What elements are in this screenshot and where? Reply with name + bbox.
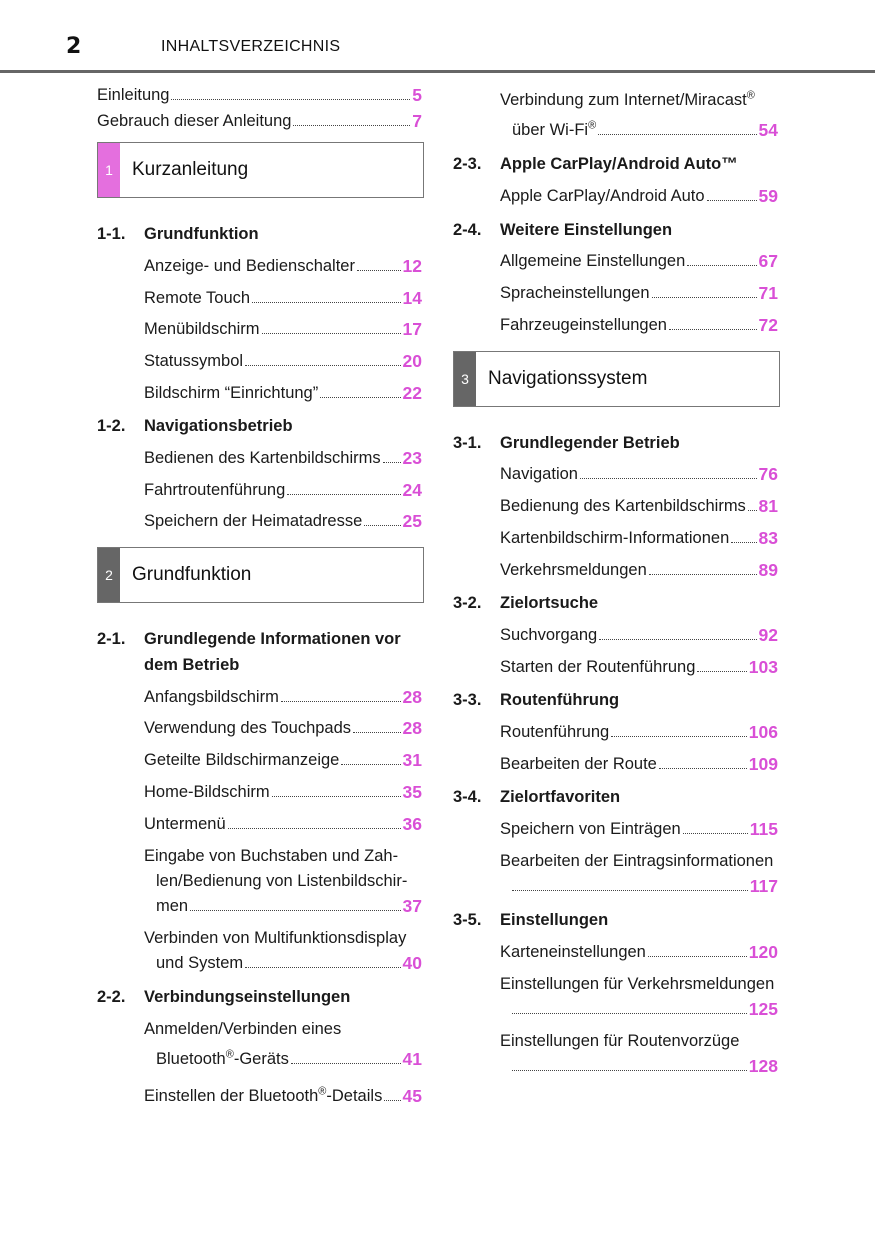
toc-page-number: 45 <box>402 1086 422 1106</box>
leader-dots <box>748 510 757 511</box>
toc-page-number: 14 <box>402 288 422 308</box>
subsection-title: Zielortfavoriten <box>500 788 621 806</box>
toc-entry-label: Anfangsbildschirm <box>144 688 279 706</box>
toc-page-number: 128 <box>748 1056 778 1076</box>
toc-page-number: 25 <box>402 511 422 531</box>
leader-dots <box>364 525 400 526</box>
registered-mark: ® <box>746 89 755 102</box>
toc-entry-label: Starten der Routenführung <box>500 658 696 676</box>
label-text: Einstellen der Bluetooth <box>144 1087 319 1105</box>
subsection-heading <box>453 910 608 930</box>
leader-dots <box>611 736 747 737</box>
toc-page-number: 36 <box>402 814 422 834</box>
subsection-number: 2-4. <box>453 221 482 239</box>
toc-entry-label: Routenführung <box>500 723 610 741</box>
subsection-heading <box>97 224 259 244</box>
leader-dots <box>190 910 400 911</box>
toc-entry-label <box>144 1086 382 1106</box>
subsection-heading <box>453 787 620 807</box>
toc-entry[interactable] <box>512 999 778 1019</box>
toc-entry[interactable] <box>144 448 422 468</box>
toc-entry[interactable] <box>156 896 422 916</box>
toc-entry[interactable] <box>144 256 422 276</box>
toc-entry-label <box>156 1049 289 1069</box>
subsection-heading <box>97 987 350 1007</box>
subsection-heading <box>453 154 738 174</box>
toc-entry[interactable] <box>144 750 422 770</box>
registered-mark: ® <box>588 119 597 132</box>
toc-entry[interactable] <box>97 111 422 131</box>
toc-page-number: 89 <box>758 560 778 580</box>
leader-dots <box>353 732 401 733</box>
leader-dots <box>287 494 400 495</box>
subsection-title: Grundlegende Informationen vor <box>144 630 401 648</box>
leader-dots <box>357 270 401 271</box>
subsection-title: Weitere Einstellungen <box>500 221 673 239</box>
toc-entry[interactable] <box>144 782 422 802</box>
subsection-title: Grundfunktion <box>144 225 259 243</box>
toc-entry[interactable] <box>500 560 778 580</box>
label-text: -Geräts <box>233 1050 289 1068</box>
toc-page-number: 17 <box>402 319 422 339</box>
leader-dots <box>281 701 401 702</box>
leader-dots <box>384 1100 400 1101</box>
toc-entry[interactable] <box>144 288 422 308</box>
leader-dots <box>293 125 410 126</box>
section-title: Kurzanleitung <box>132 159 249 180</box>
leader-dots <box>648 956 747 957</box>
toc-entry-label: Statussymbol <box>144 352 244 370</box>
section-header-navigationssystem[interactable] <box>453 351 780 407</box>
toc-entry-label: Spracheinstellungen <box>500 284 650 302</box>
leader-dots <box>320 397 400 398</box>
toc-page-number: 67 <box>758 251 778 271</box>
toc-entry[interactable] <box>512 120 778 140</box>
subsection-number: 3-5. <box>453 911 482 929</box>
subsection-number: 3-2. <box>453 594 482 612</box>
page-header <box>0 0 875 74</box>
toc-page-number: 35 <box>402 782 422 802</box>
leader-dots <box>512 890 748 891</box>
toc-entry[interactable] <box>500 657 778 677</box>
page-number: 2 <box>66 34 82 59</box>
subsection-title: Grundlegender Betrieb <box>500 434 680 452</box>
leader-dots <box>683 833 748 834</box>
subsection-title: Einstellungen <box>500 911 609 929</box>
leader-dots <box>659 768 747 769</box>
toc-page-number: 59 <box>758 186 778 206</box>
toc-entry[interactable] <box>500 251 778 271</box>
toc-entry-label: und System <box>156 954 244 972</box>
toc-page-number: 92 <box>758 625 778 645</box>
toc-entry[interactable] <box>144 814 422 834</box>
toc-page-number: 5 <box>412 85 422 105</box>
toc-entry-label[interactable]: Einstellungen für Verkehrsmeldungen <box>500 975 775 993</box>
label-text: über Wi-Fi <box>512 121 589 139</box>
leader-dots <box>598 134 756 135</box>
toc-page-number: 24 <box>402 480 422 500</box>
leader-dots <box>291 1063 401 1064</box>
leader-dots <box>228 828 401 829</box>
toc-page-number: 40 <box>402 953 422 973</box>
label-text: -Details <box>326 1087 383 1105</box>
leader-dots <box>649 574 757 575</box>
subsection-number: 3-1. <box>453 434 482 452</box>
toc-entry-label: Speichern von Einträgen <box>500 820 681 838</box>
toc-entry[interactable] <box>144 480 422 500</box>
toc-entry[interactable] <box>500 942 778 962</box>
toc-entry[interactable] <box>144 718 422 738</box>
toc-entry-label: Karteneinstellungen <box>500 943 646 961</box>
toc-page-number: 28 <box>402 718 422 738</box>
subsection-number: 3-4. <box>453 788 482 806</box>
toc-page-number: 41 <box>402 1049 422 1069</box>
toc-entry[interactable] <box>512 876 778 896</box>
toc-entry[interactable] <box>500 625 778 645</box>
section-header-kurzanleitung[interactable] <box>97 142 424 198</box>
toc-entry-label: Remote Touch <box>144 289 251 307</box>
section-header-grundfunktion[interactable] <box>97 547 424 603</box>
toc-entry-label[interactable] <box>500 90 755 110</box>
section-title: Navigationssystem <box>488 368 648 389</box>
leader-dots <box>599 639 756 640</box>
toc-entry-label: Bedienung des Kartenbildschirms <box>500 497 746 515</box>
toc-entry[interactable] <box>144 319 422 339</box>
subsection-number: 2-2. <box>97 988 126 1006</box>
toc-entry-label: Suchvorgang <box>500 626 598 644</box>
toc-entry-label: Gebrauch dieser Anleitung <box>97 112 292 130</box>
toc-entry-label: Home-Bildschirm <box>144 783 270 801</box>
toc-page-number: 20 <box>402 351 422 371</box>
subsection-number: 3-3. <box>453 691 482 709</box>
toc-page-number: 37 <box>402 896 422 916</box>
toc-entry-label[interactable]: Bearbeiten der Eintragsinformationen <box>500 852 774 870</box>
toc-entry[interactable] <box>144 687 422 707</box>
leader-dots <box>512 1013 747 1014</box>
section-number-tab: 2 <box>98 548 120 602</box>
subsection-number: 2-3. <box>453 155 482 173</box>
toc-entry[interactable] <box>144 383 422 403</box>
subsection-title: Verbindungseinstellungen <box>144 988 351 1006</box>
leader-dots <box>580 478 757 479</box>
toc-entry-label: men <box>156 897 189 915</box>
toc-page-number: 120 <box>748 942 778 962</box>
label-text: Verbindung zum Internet/Miracast <box>500 91 747 109</box>
toc-entry-label[interactable]: Anmelden/Verbinden eines <box>144 1020 342 1038</box>
toc-entry-label: Speichern der Heimatadresse <box>144 512 363 530</box>
toc-entry[interactable] <box>500 186 778 206</box>
toc-page-number: 125 <box>748 999 778 1019</box>
toc-page-number: 12 <box>402 256 422 276</box>
toc-entry-label: Verkehrsmeldungen <box>500 561 647 579</box>
toc-page-number: 28 <box>402 687 422 707</box>
toc-page-number: 7 <box>412 111 422 131</box>
toc-page-number: 22 <box>402 383 422 403</box>
leader-dots <box>171 99 410 100</box>
toc-page-number: 81 <box>758 496 778 516</box>
toc-entry-label: Allgemeine Einstellungen <box>500 252 686 270</box>
toc-entry[interactable] <box>500 754 778 774</box>
subsection-title: Zielortsuche <box>500 594 599 612</box>
leader-dots <box>687 265 756 266</box>
toc-entry[interactable] <box>144 511 422 531</box>
registered-mark: ® <box>318 1085 327 1098</box>
toc-entry[interactable] <box>500 283 778 303</box>
toc-entry-label: Bildschirm “Einrichtung” <box>144 384 319 402</box>
toc-entry-label: Bedienen des Kartenbildschirms <box>144 449 381 467</box>
leader-dots <box>512 1070 747 1071</box>
leader-dots <box>731 542 756 543</box>
toc-entry-label: Menübildschirm <box>144 320 260 338</box>
section-number-tab: 3 <box>454 352 476 406</box>
registered-mark: ® <box>225 1048 234 1061</box>
subsection-title: Routenführung <box>500 691 620 709</box>
toc-entry-label: Einleitung <box>97 86 170 104</box>
toc-page-number: 103 <box>748 657 778 677</box>
toc-page-number: 23 <box>402 448 422 468</box>
subsection-heading <box>97 416 293 436</box>
toc-entry-label <box>512 120 596 140</box>
toc-entry-label: Untermenü <box>144 815 226 833</box>
leader-dots <box>245 365 400 366</box>
toc-page-number: 109 <box>748 754 778 774</box>
toc-page-number: 117 <box>749 876 778 896</box>
toc-entry-label: Anzeige- und Bedienschalter <box>144 257 355 275</box>
toc-page-number: 71 <box>758 283 778 303</box>
toc-page-number: 76 <box>758 464 778 484</box>
header-divider <box>0 70 875 73</box>
toc-entry[interactable] <box>500 464 778 484</box>
section-number-tab: 1 <box>98 143 120 197</box>
toc-entry-label: Bearbeiten der Route <box>500 755 657 773</box>
subsection-heading <box>453 220 672 240</box>
toc-page-number: 72 <box>758 315 778 335</box>
toc-entry-label: Kartenbildschirm-Informationen <box>500 529 730 547</box>
toc-page-number: 54 <box>758 120 778 140</box>
toc-entry-label: Navigation <box>500 465 578 483</box>
toc-entry[interactable] <box>512 1056 778 1076</box>
subsection-heading <box>453 690 619 710</box>
leader-dots <box>697 671 746 672</box>
leader-dots <box>669 329 757 330</box>
toc-entry[interactable] <box>500 819 778 839</box>
subsection-heading <box>97 629 401 649</box>
subsection-heading <box>453 433 680 453</box>
leader-dots <box>252 302 400 303</box>
toc-entry-label: Geteilte Bildschirmanzeige <box>144 751 340 769</box>
leader-dots <box>262 333 401 334</box>
toc-entry[interactable] <box>156 1049 422 1069</box>
subsection-number: 1-1. <box>97 225 126 243</box>
subsection-heading <box>453 593 598 613</box>
toc-entry[interactable] <box>144 351 422 371</box>
leader-dots <box>341 764 400 765</box>
toc-page-number: 31 <box>402 750 422 770</box>
subsection-number: 2-1. <box>97 630 126 648</box>
toc-page-number: 83 <box>758 528 778 548</box>
toc-entry[interactable] <box>156 953 422 973</box>
toc-entry-label: Verwendung des Touchpads <box>144 719 352 737</box>
toc-entry[interactable] <box>500 528 778 548</box>
leader-dots <box>707 200 757 201</box>
toc-entry[interactable] <box>144 1086 422 1106</box>
toc-page-number: 115 <box>749 819 778 839</box>
label-text: Bluetooth <box>156 1050 226 1068</box>
subsection-number: 1-2. <box>97 417 126 435</box>
leader-dots <box>245 967 400 968</box>
leader-dots <box>652 297 757 298</box>
page-title: INHALTSVERZEICHNIS <box>161 38 341 55</box>
subsection-title: Navigationsbetrieb <box>144 417 293 435</box>
section-title: Grundfunktion <box>132 564 252 585</box>
leader-dots <box>272 796 401 797</box>
toc-entry[interactable] <box>500 722 778 742</box>
toc-entry-label: Fahrtroutenführung <box>144 481 286 499</box>
toc-entry-label[interactable]: len/Bedienung von Listenbildschir- <box>156 872 408 890</box>
toc-entry-label: Fahrzeugeinstellungen <box>500 316 667 334</box>
toc-entry-label: Apple CarPlay/Android Auto <box>500 187 705 205</box>
toc-entry[interactable] <box>500 496 778 516</box>
subsection-title-continued: dem Betrieb <box>144 656 240 674</box>
toc-entry-label[interactable]: Einstellungen für Routenvorzüge <box>500 1032 740 1050</box>
toc-page-number: 106 <box>748 722 778 742</box>
toc-entry[interactable] <box>97 85 422 105</box>
leader-dots <box>383 462 401 463</box>
toc-entry-label[interactable]: Eingabe von Buchstaben und Zah- <box>144 847 399 865</box>
toc-entry[interactable] <box>500 315 778 335</box>
subsection-title: Apple CarPlay/Android Auto™ <box>500 155 738 173</box>
toc-entry-label[interactable]: Verbinden von Multifunktionsdisplay <box>144 929 407 947</box>
